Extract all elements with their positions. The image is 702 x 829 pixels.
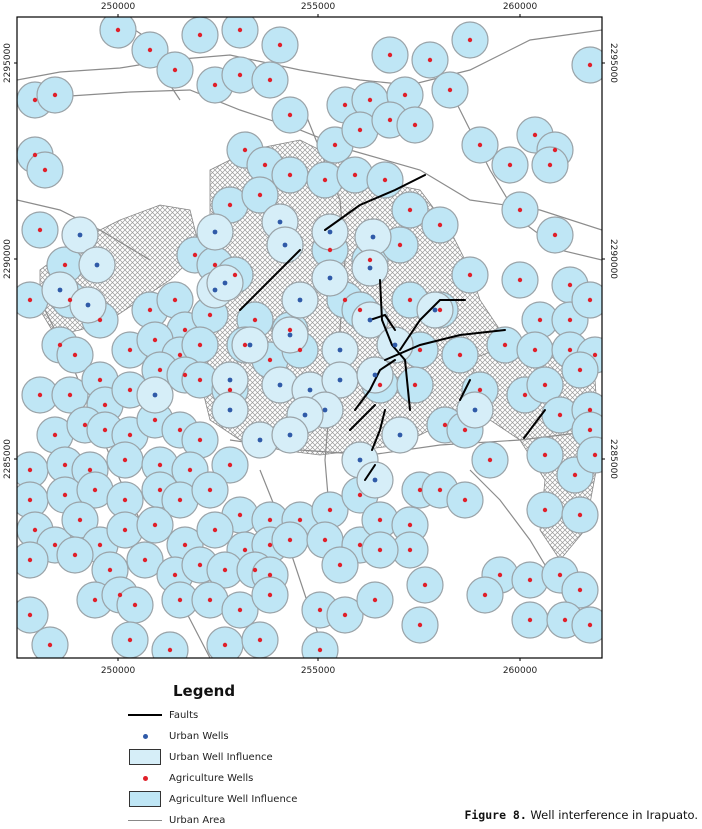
legend-label: Urban Wells bbox=[169, 730, 229, 742]
agriculture-well-point bbox=[323, 538, 327, 542]
urban-well-point bbox=[368, 318, 373, 323]
agriculture-well-point bbox=[68, 393, 72, 397]
agriculture-well-point bbox=[73, 353, 77, 357]
agriculture-well-point bbox=[198, 563, 202, 567]
x-tick-label-bottom: 260000 bbox=[502, 666, 538, 676]
agriculture-well-point bbox=[263, 163, 267, 167]
agriculture-well-point bbox=[498, 573, 502, 577]
agriculture-well-point bbox=[448, 88, 452, 92]
agriculture-well-point bbox=[468, 273, 472, 277]
agriculture-well-point bbox=[553, 148, 557, 152]
agriculture-well-point bbox=[483, 593, 487, 597]
agriculture-well-point bbox=[178, 598, 182, 602]
fault-line-symbol bbox=[126, 706, 164, 724]
agriculture-well-point bbox=[488, 458, 492, 462]
agriculture-well-point bbox=[588, 298, 592, 302]
legend-item-agriculture-well-influence bbox=[126, 790, 426, 808]
x-tick-label-top: 250000 bbox=[100, 2, 136, 12]
agriculture-well-point bbox=[268, 518, 272, 522]
urban-well-point bbox=[433, 308, 438, 313]
urban-well-point bbox=[398, 433, 403, 438]
agriculture-well-point bbox=[228, 388, 232, 392]
agriculture-well-point bbox=[183, 543, 187, 547]
agriculture-well-point bbox=[533, 133, 537, 137]
agriculture-well-point bbox=[358, 543, 362, 547]
agriculture-well-point bbox=[28, 468, 32, 472]
agriculture-well-point bbox=[103, 403, 107, 407]
agriculture-well-point bbox=[358, 493, 362, 497]
agriculture-well-point bbox=[388, 53, 392, 57]
agriculture-well-point bbox=[333, 143, 337, 147]
agriculture-well-point bbox=[478, 388, 482, 392]
agriculture-well-point bbox=[253, 568, 257, 572]
agriculture-well-point bbox=[578, 513, 582, 517]
agriculture-well-point bbox=[133, 603, 137, 607]
agriculture-well-point bbox=[128, 638, 132, 642]
agriculture-well-point bbox=[158, 368, 162, 372]
agriculture-well-point bbox=[63, 493, 67, 497]
legend-label: Urban Well Influence bbox=[169, 751, 273, 763]
agriculture-well-point bbox=[318, 648, 322, 652]
agriculture-well-point bbox=[443, 423, 447, 427]
urban-well-point bbox=[308, 388, 313, 393]
urban-well-dot-icon bbox=[126, 727, 164, 745]
agriculture-well-point bbox=[573, 473, 577, 477]
agriculture-well-point bbox=[543, 383, 547, 387]
agriculture-well-point bbox=[368, 98, 372, 102]
legend-title: Legend bbox=[173, 682, 236, 700]
agriculture-well-point bbox=[413, 383, 417, 387]
agriculture-well-point bbox=[118, 593, 122, 597]
agriculture-well-point bbox=[323, 178, 327, 182]
agriculture-well-point bbox=[458, 353, 462, 357]
agriculture-well-point bbox=[378, 518, 382, 522]
urban-well-point bbox=[393, 343, 398, 348]
agriculture-well-point bbox=[33, 98, 37, 102]
agriculture-well-point bbox=[288, 538, 292, 542]
agriculture-well-point bbox=[593, 353, 597, 357]
agriculture-well-point bbox=[148, 308, 152, 312]
legend-item-faults bbox=[126, 706, 426, 724]
agriculture-well-point bbox=[198, 378, 202, 382]
agriculture-well-point bbox=[418, 348, 422, 352]
agriculture-well-point bbox=[178, 428, 182, 432]
urban-well-point bbox=[338, 378, 343, 383]
agriculture-well-point bbox=[253, 318, 257, 322]
agriculture-well-point bbox=[418, 623, 422, 627]
agriculture-well-point bbox=[438, 223, 442, 227]
y-tick-label-left: 2285000 bbox=[3, 438, 13, 480]
agriculture-well-point bbox=[568, 348, 572, 352]
urban-well-point bbox=[78, 233, 83, 238]
agriculture-well-point bbox=[153, 338, 157, 342]
agriculture-well-point bbox=[568, 283, 572, 287]
agriculture-well-point bbox=[538, 318, 542, 322]
urban-well-point bbox=[328, 230, 333, 235]
agriculture-well-point bbox=[213, 83, 217, 87]
x-tick-label-bottom: 255000 bbox=[300, 666, 336, 676]
agriculture-well-point bbox=[183, 328, 187, 332]
agriculture-well-point bbox=[208, 313, 212, 317]
agriculture-well-point bbox=[88, 468, 92, 472]
urban-well-point bbox=[368, 266, 373, 271]
agriculture-well-point bbox=[548, 163, 552, 167]
agriculture-well-point bbox=[288, 113, 292, 117]
agriculture-well-point bbox=[213, 528, 217, 532]
agriculture-well-point bbox=[423, 583, 427, 587]
agriculture-well-point bbox=[63, 263, 67, 267]
agriculture-well-point bbox=[103, 428, 107, 432]
agriculture-well-point bbox=[398, 243, 402, 247]
agriculture-well-point bbox=[533, 348, 537, 352]
agriculture-well-point bbox=[593, 453, 597, 457]
agriculture-well-point bbox=[578, 588, 582, 592]
urban-well-point bbox=[95, 263, 100, 268]
agriculture-well-point bbox=[298, 518, 302, 522]
agriculture-well-point bbox=[343, 298, 347, 302]
agriculture-well-point bbox=[208, 598, 212, 602]
agriculture-well-point bbox=[338, 563, 342, 567]
agriculture-well-point bbox=[543, 508, 547, 512]
agriculture-well-point bbox=[268, 78, 272, 82]
agriculture-well-point bbox=[28, 613, 32, 617]
y-tick-label-right: 2285000 bbox=[608, 438, 618, 480]
agriculture-well-point bbox=[33, 153, 37, 157]
agriculture-well-point bbox=[418, 488, 422, 492]
agriculture-well-point bbox=[268, 543, 272, 547]
agriculture-well-point bbox=[278, 43, 282, 47]
urban-well-point bbox=[338, 348, 343, 353]
agriculture-well-point bbox=[153, 418, 157, 422]
agriculture-well-point bbox=[73, 553, 77, 557]
agriculture-well-point bbox=[558, 573, 562, 577]
agriculture-well-point bbox=[223, 643, 227, 647]
agriculture-well-point bbox=[408, 548, 412, 552]
agriculture-well-point bbox=[373, 598, 377, 602]
urban-well-point bbox=[288, 433, 293, 438]
agriculture-well-point bbox=[153, 523, 157, 527]
agriculture-well-point bbox=[438, 488, 442, 492]
legend-item-urban-area bbox=[126, 811, 426, 829]
agriculture-well-point bbox=[93, 488, 97, 492]
agriculture-well-point bbox=[388, 118, 392, 122]
agriculture-well-point bbox=[343, 613, 347, 617]
agriculture-well-point bbox=[128, 433, 132, 437]
agriculture-well-point bbox=[268, 573, 272, 577]
urban-well-point bbox=[86, 303, 91, 308]
agriculture-well-point bbox=[198, 343, 202, 347]
agriculture-well-dot-icon bbox=[126, 769, 164, 787]
agriculture-well-point bbox=[208, 488, 212, 492]
agriculture-well-point bbox=[288, 328, 292, 332]
x-tick-label-bottom: 250000 bbox=[100, 666, 136, 676]
agriculture-well-point bbox=[518, 208, 522, 212]
urban-well-point bbox=[328, 276, 333, 281]
agriculture-well-point bbox=[328, 248, 332, 252]
agriculture-well-point bbox=[588, 623, 592, 627]
agriculture-well-point bbox=[238, 73, 242, 77]
agriculture-well-point bbox=[353, 173, 357, 177]
agriculture-well-point bbox=[588, 428, 592, 432]
y-tick-label-right: 2290000 bbox=[608, 238, 618, 280]
agriculture-well-point bbox=[588, 408, 592, 412]
agriculture-well-point bbox=[53, 433, 57, 437]
urban-influence-swatch-icon bbox=[126, 748, 164, 766]
urban-well-point bbox=[223, 281, 228, 286]
agriculture-well-point bbox=[63, 463, 67, 467]
agriculture-well-point bbox=[148, 48, 152, 52]
agriculture-well-point bbox=[568, 318, 572, 322]
urban-well-point bbox=[213, 288, 218, 293]
agriculture-well-point bbox=[53, 543, 57, 547]
agriculture-well-point bbox=[463, 498, 467, 502]
agriculture-well-point bbox=[523, 393, 527, 397]
agriculture-well-point bbox=[298, 348, 302, 352]
figure-caption bbox=[464, 808, 698, 822]
agriculture-well-point bbox=[243, 148, 247, 152]
agriculture-well-point bbox=[128, 348, 132, 352]
agriculture-well-point bbox=[48, 643, 52, 647]
urban-well-point bbox=[323, 408, 328, 413]
agriculture-well-point bbox=[553, 233, 557, 237]
agriculture-well-point bbox=[78, 518, 82, 522]
urban-well-point bbox=[303, 413, 308, 418]
urban-well-point bbox=[228, 378, 233, 383]
agriculture-well-point bbox=[233, 273, 237, 277]
figure-caption-text: Well interference in Irapuato. bbox=[526, 808, 698, 822]
agriculture-well-point bbox=[428, 58, 432, 62]
agriculture-well-point bbox=[358, 308, 362, 312]
agriculture-well-point bbox=[198, 33, 202, 37]
agriculture-well-point bbox=[28, 298, 32, 302]
urban-area-line-symbol bbox=[126, 811, 164, 829]
agriculture-well-point bbox=[468, 38, 472, 42]
urban-well-point bbox=[288, 333, 293, 338]
urban-well-point bbox=[228, 408, 233, 413]
urban-well-point bbox=[373, 373, 378, 378]
agriculture-well-point bbox=[168, 648, 172, 652]
legend bbox=[126, 680, 426, 826]
agriculture-well-point bbox=[368, 258, 372, 262]
agriculture-well-point bbox=[98, 318, 102, 322]
agriculture-well-point bbox=[588, 63, 592, 67]
urban-well-point bbox=[278, 220, 283, 225]
agriculture-well-point bbox=[158, 463, 162, 467]
urban-well-point bbox=[473, 408, 478, 413]
agriculture-well-point bbox=[198, 438, 202, 442]
agriculture-well-point bbox=[438, 308, 442, 312]
legend-item-agriculture-wells bbox=[126, 769, 426, 787]
agriculture-well-point bbox=[288, 173, 292, 177]
agriculture-well-point bbox=[528, 578, 532, 582]
agriculture-well-point bbox=[38, 393, 42, 397]
agriculture-well-point bbox=[43, 168, 47, 172]
agriculture-well-point bbox=[243, 343, 247, 347]
x-tick-label-top: 260000 bbox=[502, 2, 538, 12]
agriculture-well-point bbox=[268, 358, 272, 362]
agriculture-well-point bbox=[183, 373, 187, 377]
agriculture-well-point bbox=[518, 278, 522, 282]
agriculture-well-point bbox=[528, 618, 532, 622]
agriculture-well-point bbox=[33, 528, 37, 532]
urban-well-point bbox=[373, 478, 378, 483]
agriculture-well-point bbox=[158, 488, 162, 492]
agriculture-well-point bbox=[258, 638, 262, 642]
agriculture-well-point bbox=[108, 568, 112, 572]
agriculture-well-point bbox=[223, 568, 227, 572]
agriculture-well-point bbox=[123, 458, 127, 462]
agriculture-well-point bbox=[378, 548, 382, 552]
agriculture-well-point bbox=[173, 573, 177, 577]
agriculture-well-point bbox=[543, 453, 547, 457]
agriculture-well-point bbox=[58, 343, 62, 347]
agriculture-well-point bbox=[558, 413, 562, 417]
agriculture-well-point bbox=[358, 128, 362, 132]
urban-well-point bbox=[153, 393, 158, 398]
legend-label: Faults bbox=[169, 709, 199, 721]
agriculture-well-point bbox=[83, 423, 87, 427]
agriculture-well-point bbox=[143, 558, 147, 562]
legend-label: Agriculture Wells bbox=[169, 772, 254, 784]
legend-item-urban-wells bbox=[126, 727, 426, 745]
agriculture-well-point bbox=[178, 353, 182, 357]
agriculture-well-point bbox=[38, 228, 42, 232]
agriculture-well-point bbox=[318, 608, 322, 612]
agriculture-well-point bbox=[128, 388, 132, 392]
urban-well-point bbox=[298, 298, 303, 303]
agriculture-well-point bbox=[28, 558, 32, 562]
y-tick-label-right: 2295000 bbox=[608, 42, 618, 84]
agriculture-well-point bbox=[343, 103, 347, 107]
agriculture-well-point bbox=[123, 528, 127, 532]
y-tick-label-left: 2295000 bbox=[3, 42, 13, 84]
agriculture-influence-swatch-icon bbox=[126, 790, 164, 808]
urban-well-point bbox=[371, 235, 376, 240]
agriculture-well-point bbox=[408, 523, 412, 527]
agriculture-well-point bbox=[243, 548, 247, 552]
agriculture-well-point bbox=[408, 298, 412, 302]
urban-well-point bbox=[283, 243, 288, 248]
legend-label: Agriculture Well Influence bbox=[169, 793, 298, 805]
agriculture-well-point bbox=[383, 178, 387, 182]
agriculture-well-point bbox=[478, 143, 482, 147]
y-tick-label-left: 2290000 bbox=[3, 238, 13, 280]
agriculture-well-point bbox=[408, 208, 412, 212]
agriculture-well-point bbox=[463, 428, 467, 432]
agriculture-well-point bbox=[378, 383, 382, 387]
agriculture-well-point bbox=[508, 163, 512, 167]
urban-well-point bbox=[213, 230, 218, 235]
agriculture-well-point bbox=[213, 263, 217, 267]
agriculture-well-point bbox=[123, 498, 127, 502]
agriculture-well-point bbox=[238, 608, 242, 612]
agriculture-well-point bbox=[116, 28, 120, 32]
agriculture-well-point bbox=[193, 253, 197, 257]
x-tick-label-top: 255000 bbox=[300, 2, 336, 12]
legend-label: Urban Area bbox=[169, 814, 226, 826]
agriculture-well-point bbox=[403, 93, 407, 97]
agriculture-well-point bbox=[68, 298, 72, 302]
figure-label: Figure 8. bbox=[464, 808, 527, 822]
agriculture-well-point bbox=[188, 468, 192, 472]
agriculture-well-point bbox=[328, 508, 332, 512]
agriculture-well-point bbox=[258, 193, 262, 197]
agriculture-well-point bbox=[238, 28, 242, 32]
agriculture-well-point bbox=[563, 618, 567, 622]
agriculture-well-point bbox=[228, 463, 232, 467]
agriculture-well-point bbox=[228, 203, 232, 207]
urban-well-point bbox=[358, 458, 363, 463]
agriculture-well-point bbox=[53, 93, 57, 97]
urban-well-point bbox=[58, 288, 63, 293]
agriculture-well-point bbox=[98, 543, 102, 547]
agriculture-well-point bbox=[173, 68, 177, 72]
agriculture-well-point bbox=[173, 298, 177, 302]
agriculture-well-point bbox=[268, 593, 272, 597]
agriculture-well-point bbox=[178, 498, 182, 502]
agriculture-well-point bbox=[238, 513, 242, 517]
legend-item-urban-well-influence bbox=[126, 748, 426, 766]
agriculture-well-point bbox=[28, 498, 32, 502]
agriculture-well-point bbox=[98, 378, 102, 382]
urban-well-point bbox=[248, 343, 253, 348]
agriculture-well-point bbox=[503, 343, 507, 347]
agriculture-well-point bbox=[578, 368, 582, 372]
agriculture-well-point bbox=[93, 598, 97, 602]
urban-well-point bbox=[258, 438, 263, 443]
urban-well-point bbox=[278, 383, 283, 388]
agriculture-well-point bbox=[413, 123, 417, 127]
